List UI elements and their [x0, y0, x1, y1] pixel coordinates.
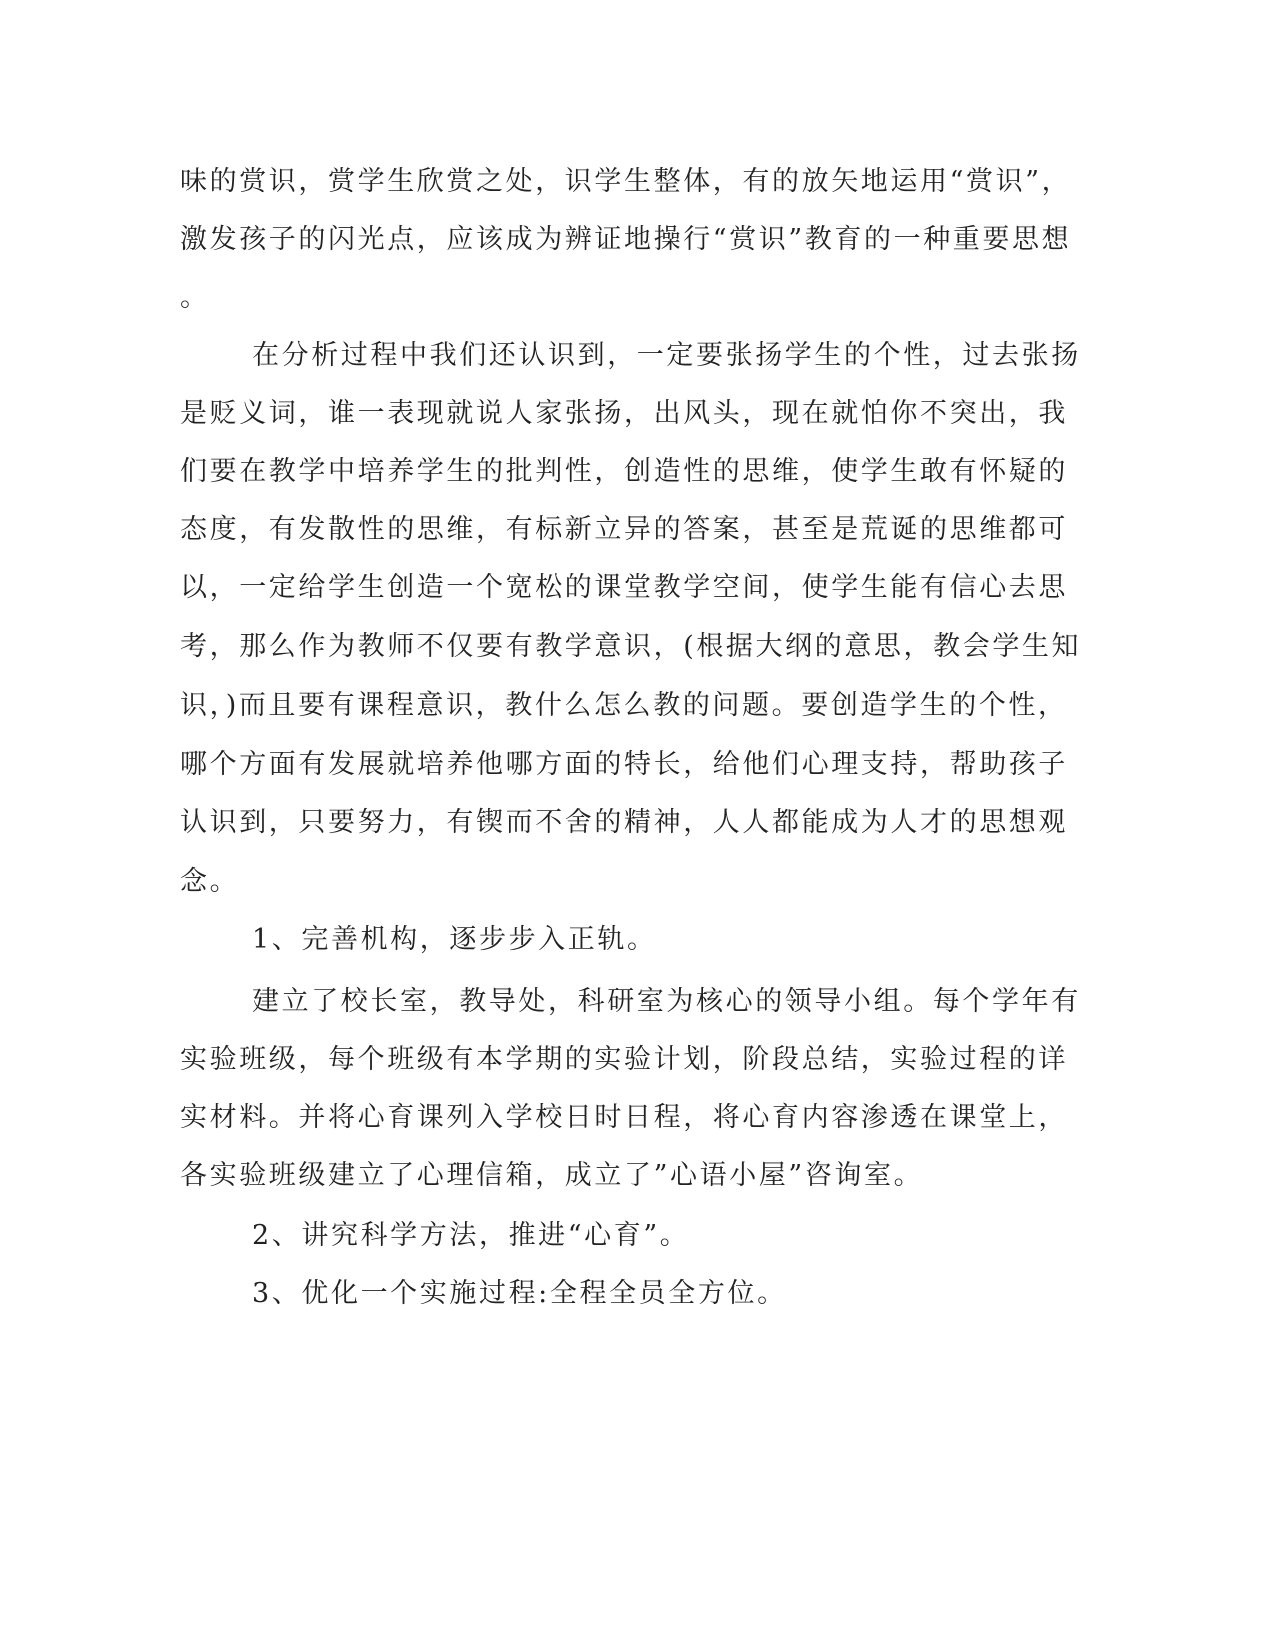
- text-line: 是贬义词，谁一表现就说人家张扬，出风头，现在就怕你不突出，我: [180, 398, 1068, 429]
- section-heading-2: 2、讲究科学方法，推进“心育”。: [252, 1220, 690, 1251]
- text-line: 以，一定给学生创造一个宽松的课堂教学空间，使学生能有信心去思: [180, 572, 1068, 603]
- text-line: 念。: [180, 866, 240, 897]
- text-line: 实材料。并将心育课列入学校日时日程，将心育内容渗透在课堂上，: [180, 1102, 1068, 1133]
- text-line: 识，)而且要有课程意识，教什么怎么教的问题。要创造学生的个性，: [180, 690, 1068, 721]
- section-heading-1: 1、完善机构，逐步步入正轨。: [252, 924, 657, 955]
- text-line: 激发孩子的闪光点，应该成为辨证地操行“赏识”教育的一种重要思想: [180, 224, 1072, 255]
- paragraph-first-line: 在分析过程中我们还认识到，一定要张扬学生的个性，过去张扬: [252, 340, 1081, 371]
- paragraph-first-line: 建立了校长室，教导处，科研室为核心的领导小组。每个学年有: [252, 986, 1081, 1017]
- text-line: 实验班级，每个班级有本学期的实验计划，阶段总结，实验过程的详: [180, 1044, 1068, 1075]
- text-line: 态度，有发散性的思维，有标新立异的答案，甚至是荒诞的思维都可: [180, 514, 1068, 545]
- text-line: 们要在教学中培养学生的批判性，创造性的思维，使学生敢有怀疑的: [180, 456, 1068, 487]
- text-line: 味的赏识，赏学生欣赏之处，识学生整体，有的放矢地运用“赏识”，: [180, 166, 1072, 197]
- text-line: 哪个方面有发展就培养他哪方面的特长，给他们心理支持，帮助孩子: [180, 749, 1068, 780]
- text-line: 认识到，只要努力，有锲而不舍的精神，人人都能成为人才的思想观: [180, 807, 1068, 838]
- section-heading-3: 3、优化一个实施过程:全程全员全方位。: [252, 1278, 787, 1309]
- text-line: 考，那么作为教师不仅要有教学意识，(根据大纲的意思，教会学生知: [180, 631, 1082, 662]
- text-line: 。: [180, 282, 210, 313]
- text-line: 各实验班级建立了心理信箱，成立了”心语小屋”咨询室。: [180, 1160, 924, 1191]
